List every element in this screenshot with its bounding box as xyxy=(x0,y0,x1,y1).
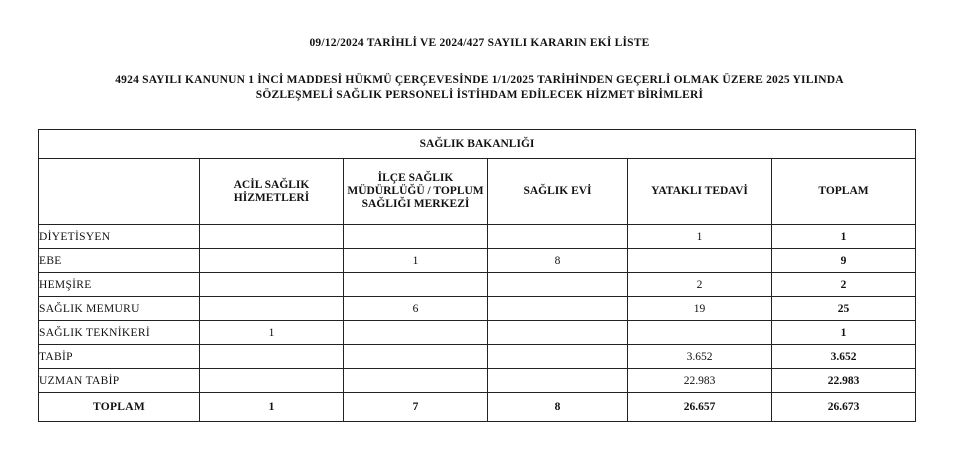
cell-value xyxy=(200,369,344,393)
table-row xyxy=(39,249,916,273)
cell-value xyxy=(344,321,488,345)
row-label: SAĞLIK TEKNİKERİ xyxy=(39,321,200,345)
cell-value xyxy=(200,273,344,297)
cell-value xyxy=(200,297,344,321)
row-total: 1 xyxy=(772,225,916,249)
column-header-yatakli: YATAKLI TEDAVİ xyxy=(628,159,772,225)
cell-value: 19 xyxy=(628,297,772,321)
ministry-header-row xyxy=(39,130,916,159)
total-label: TOPLAM xyxy=(39,393,200,422)
total-value: 7 xyxy=(344,393,488,422)
row-label: EBE xyxy=(39,249,200,273)
document-subtitle-line-2: SÖZLEŞMELİ SAĞLIK PERSONELİ İSTİHDAM EDİLECEK HİZMET BİRİMLERİ xyxy=(255,89,704,101)
cell-value: 8 xyxy=(488,249,628,273)
grand-total: 26.673 xyxy=(772,393,916,422)
row-total: 3.652 xyxy=(772,345,916,369)
table-row xyxy=(39,345,916,369)
column-header-acil: ACİL SAĞLIK HİZMETLERİ xyxy=(200,159,344,225)
column-header-saglik-evi: SAĞLIK EVİ xyxy=(488,159,628,225)
table-row xyxy=(39,321,916,345)
cell-value xyxy=(200,249,344,273)
cell-value: 2 xyxy=(628,273,772,297)
cell-value xyxy=(344,225,488,249)
table-row xyxy=(39,369,916,393)
row-label: DİYETİSYEN xyxy=(39,225,200,249)
row-label: SAĞLIK MEMURU xyxy=(39,297,200,321)
personnel-table xyxy=(38,129,916,422)
cell-value xyxy=(488,369,628,393)
total-value: 8 xyxy=(488,393,628,422)
cell-value xyxy=(628,249,772,273)
total-row xyxy=(39,393,916,422)
table-row xyxy=(39,297,916,321)
cell-value: 1 xyxy=(200,321,344,345)
row-total: 9 xyxy=(772,249,916,273)
total-value: 26.657 xyxy=(628,393,772,422)
column-header-toplam: TOPLAM xyxy=(772,159,916,225)
document-title: 09/12/2024 TARİHLİ VE 2024/427 SAYILI KARARIN EKİ LİSTE xyxy=(309,37,650,49)
cell-value xyxy=(628,321,772,345)
row-total: 22.983 xyxy=(772,369,916,393)
table-row xyxy=(39,225,916,249)
cell-value xyxy=(488,225,628,249)
cell-value xyxy=(344,369,488,393)
cell-value xyxy=(200,225,344,249)
cell-value xyxy=(344,273,488,297)
cell-value xyxy=(488,345,628,369)
cell-value xyxy=(344,345,488,369)
ministry-name: SAĞLIK BAKANLIĞI xyxy=(39,130,916,159)
row-total: 1 xyxy=(772,321,916,345)
document-subtitle-line-1: 4924 SAYILI KANUNUN 1 İNCİ MADDESİ HÜKMÜ ÇERÇEVESİNDE 1/1/2025 TARİHİNDEN GEÇERLİ OLMAK ÜZERE 2025 YILINDA xyxy=(115,74,844,86)
row-label: UZMAN TABİP xyxy=(39,369,200,393)
cell-value xyxy=(488,297,628,321)
cell-value: 1 xyxy=(628,225,772,249)
cell-value: 6 xyxy=(344,297,488,321)
cell-value xyxy=(200,345,344,369)
cell-value: 1 xyxy=(344,249,488,273)
row-total: 2 xyxy=(772,273,916,297)
row-label: HEMŞİRE xyxy=(39,273,200,297)
column-header-ilce: İLÇE SAĞLIK MÜDÜRLÜĞÜ / TOPLUM SAĞLIĞI MERKEZİ xyxy=(344,159,488,225)
column-header-empty xyxy=(39,159,200,225)
total-value: 1 xyxy=(200,393,344,422)
cell-value: 22.983 xyxy=(628,369,772,393)
row-label: TABİP xyxy=(39,345,200,369)
cell-value xyxy=(488,273,628,297)
column-header-row xyxy=(39,159,916,225)
cell-value: 3.652 xyxy=(628,345,772,369)
cell-value xyxy=(488,321,628,345)
table-row xyxy=(39,273,916,297)
row-total: 25 xyxy=(772,297,916,321)
